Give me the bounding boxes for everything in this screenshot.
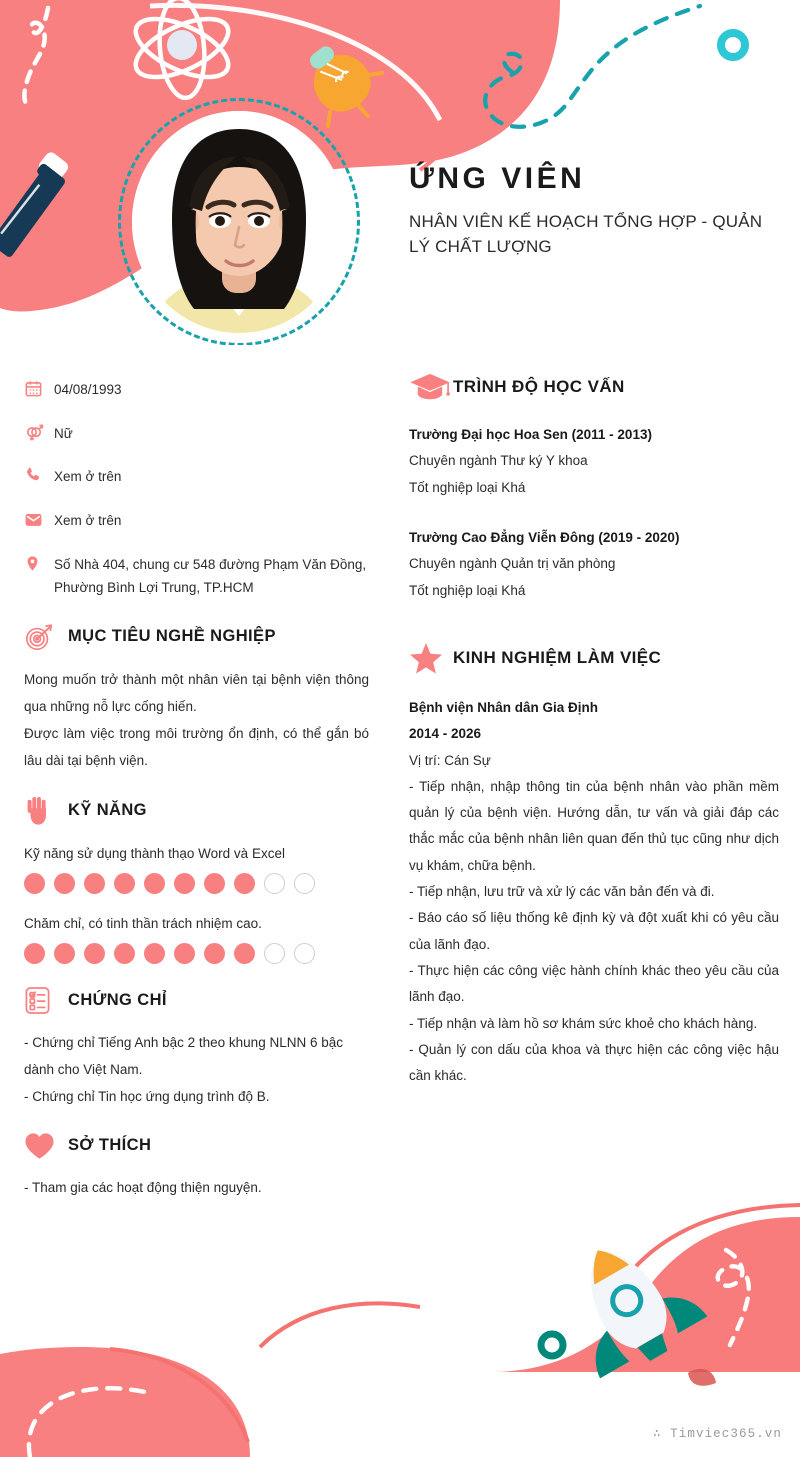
avatar-portrait [132,111,346,333]
experience-position: Vị trí: Cán Sự [409,752,491,768]
contact-value: Nữ [54,425,73,441]
rating-dot [294,873,315,894]
rating-dot [234,873,255,894]
contact-value: Số Nhà 404, chung cư 548 đường Phạm Văn Đồng, Phường Bình Lợi Trung, TP.HCM [54,556,367,596]
objective-line-2: Được làm việc trong môi trường ổn định, có thể gắn bó lâu dài tại bệnh viện. [24,725,369,768]
rating-dot [174,943,195,964]
left-column [24,378,369,1201]
section-header-skills [24,796,369,826]
rating-dot [84,943,105,964]
identity-block [409,162,769,259]
contact-row-phone[interactable] [24,465,369,489]
section-header-objective [24,622,369,652]
contact-value: 04/08/1993 [54,382,122,397]
section-header-education [409,372,779,402]
rating-dot [54,873,75,894]
section-title: TRÌNH ĐỘ HỌC VẤN [453,377,625,396]
experience-duties [409,774,779,1090]
duty-item: - Tiếp nhận và làm hồ sơ khám sức khoẻ cho khách hàng. [409,1015,758,1031]
watermark: ∴ Timviec365.vn [652,1427,782,1441]
skill-label: Chăm chỉ, có tinh thần trách nhiệm cao. [24,915,262,931]
heart-icon [24,1132,68,1160]
graduation-cap-icon [409,372,453,402]
candidate-job-title: NHÂN VIÊN KẾ HOẠCH TỔNG HỢP - QUẢN LÝ CHẤT LƯỢNG [409,212,763,256]
contact-row-address [24,553,369,600]
duty-item: - Tiếp nhận, lưu trữ và xử lý các văn bản đến và đi. [409,884,715,900]
avatar-image-frame [132,111,346,333]
teal-ring-small [541,1334,563,1356]
right-column [409,372,779,1090]
section-title: KINH NGHIỆM LÀM VIỆC [453,648,662,668]
section-title: KỸ NĂNG [68,801,147,820]
target-icon [24,622,68,652]
section-header-certificates [24,986,369,1015]
rating-dot [24,943,45,964]
skill-label: Kỹ năng sử dụng thành thạo Word và Excel [24,845,285,861]
certificate-line-1: - Chứng chỉ Tiếng Anh bậc 2 theo khung NLNN 6 bậc dành cho Việt Nam. [24,1034,343,1077]
duty-item: - Tiếp nhận, nhập thông tin của bệnh nhân vào phần mềm quản lý của bệnh viện. Hướng dẫn, tư vấn và giải đáp các thắc mắc của bệnh nhân liên quan đến thủ tục cũng như dịch vụ khám, chữa bệnh. [409,778,779,873]
duty-item: - Quản lý con dấu của khoa và thực hiện các công việc hậu cần khác. [409,1041,779,1084]
footer-pink-arc-mid [260,1303,420,1347]
section-title: CHỨNG CHỈ [68,990,167,1009]
rating-dot [114,873,135,894]
location-icon [24,553,54,573]
checklist-icon [24,986,68,1015]
education-result: Tốt nghiệp loại Khá [409,479,526,495]
education-school: Trường Cao Đẳng Viễn Đông (2019 - 2020) [409,529,680,545]
contact-row-email[interactable] [24,509,369,533]
rating-dot [264,943,285,964]
rating-dot [264,873,285,894]
footer-shapes-svg [0,1197,800,1457]
avatar [118,98,360,345]
rating-dot [204,943,225,964]
rating-dot [294,943,315,964]
hand-icon [24,796,68,826]
skill-item [24,910,369,964]
rating-dot [174,873,195,894]
candidate-name: ỨNG VIÊN [409,162,586,195]
section-header-hobbies [24,1132,369,1160]
rating-dot [234,943,255,964]
skill-rating-dots [24,873,369,894]
rating-dot [24,873,45,894]
phone-icon [24,465,54,484]
experience-period: 2014 - 2026 [409,726,482,742]
contact-value: Xem ở trên [54,469,122,485]
section-title: SỞ THÍCH [68,1136,152,1155]
contact-row-birthdate [24,378,369,402]
rating-dot [144,873,165,894]
contact-list [24,378,369,600]
rating-dot [54,943,75,964]
skill-rating-dots [24,943,369,964]
footer-pink-blob-left [0,1347,250,1457]
education-result: Tốt nghiệp loại Khá [409,582,526,598]
footer-decoration [0,1197,800,1457]
skill-item [24,840,369,894]
education-school: Trường Đại học Hoa Sen (2011 - 2013) [409,427,652,442]
duty-item: - Báo cáo số liệu thống kê định kỳ và đột xuất khi có yêu cầu của lãnh đạo. [409,910,779,952]
email-icon [24,509,54,529]
experience-company: Bệnh viện Nhân dân Gia Định [409,699,599,715]
section-header-experience [409,642,779,675]
hobby-line-1: - Tham gia các hoạt động thiện nguyện. [24,1179,262,1195]
rating-dot [114,943,135,964]
calendar-icon [24,378,54,398]
education-entry [409,525,779,604]
star-icon [409,642,453,675]
teal-ring [721,33,745,57]
section-title: MỤC TIÊU NGHỀ NGHIỆP [68,627,276,646]
rating-dot [204,873,225,894]
experience-entry [409,695,779,1090]
contact-value: Xem ở trên [54,512,122,528]
rating-dot [84,873,105,894]
duty-item: - Thực hiện các công việc hành chính khác theo yêu cầu của lãnh đạo. [409,963,779,1005]
education-major: Chuyên ngành Quản trị văn phòng [409,556,616,572]
rating-dot [144,943,165,964]
contact-row-gender [24,422,369,446]
education-major: Chuyên ngành Thư ký Y khoa [409,453,588,469]
gender-icon [24,422,54,443]
education-entry [409,422,779,501]
certificate-line-2: - Chứng chỉ Tin học ứng dụng trình độ B. [24,1088,270,1104]
objective-line-1: Mong muốn trở thành một nhân viên tại bệnh viện thông qua những nỗ lực cống hiến. [24,671,369,714]
